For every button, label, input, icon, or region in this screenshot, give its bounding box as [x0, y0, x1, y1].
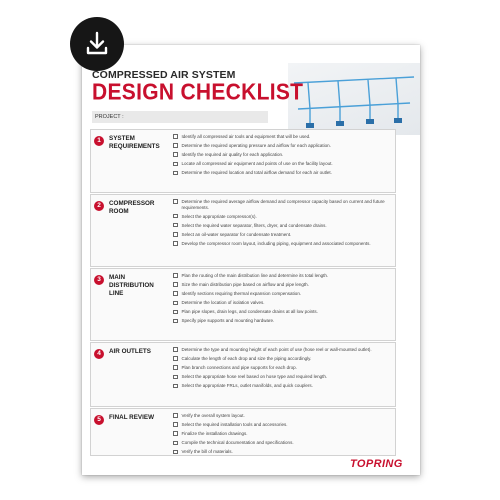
section-number: 2 — [94, 201, 104, 211]
checkbox[interactable] — [173, 282, 178, 287]
brand-logo: TOPRING — [350, 458, 403, 470]
checkbox[interactable] — [173, 214, 178, 219]
checklist-item: Locate all compressed air equipment and points of use on the facility layout. — [173, 161, 391, 167]
checkbox[interactable] — [173, 171, 178, 176]
checkbox[interactable] — [173, 152, 178, 157]
checklist-item: Identify the required air quality for each application. — [173, 152, 391, 158]
checklist-item: Determine the required operating pressure and airflow for each application. — [173, 143, 391, 149]
checkbox[interactable] — [173, 143, 178, 148]
pipe-system-illustration — [288, 63, 420, 135]
checklist-item: Compile the technical documentation and specifications. — [173, 440, 391, 446]
checklist-item: Finalize the installation drawings. — [173, 431, 391, 437]
section-number: 5 — [94, 415, 104, 425]
checkbox[interactable] — [173, 291, 178, 296]
checkbox[interactable] — [173, 134, 178, 139]
section-main-distribution-line — [90, 268, 396, 341]
checklist-item: Identify all compressed air tools and equipment that will be used. — [173, 134, 391, 140]
download-button[interactable] — [70, 17, 124, 71]
section-title: SYSTEM REQUIREMENTS — [109, 135, 160, 150]
checklist-item: Determine the location of isolation valves. — [173, 300, 391, 306]
checkbox[interactable] — [173, 301, 178, 306]
section-title: MAIN DISTRIBUTION LINE — [109, 274, 154, 297]
download-icon — [82, 29, 112, 59]
checkbox[interactable] — [173, 441, 178, 446]
section-final-review — [90, 408, 396, 456]
checklist-item: Specify pipe supports and mounting hardware. — [173, 318, 391, 324]
checkbox[interactable] — [173, 413, 178, 418]
checklist-item: Determine the type and mounting height of each point of use (hose reel or wall-mounted outlet). — [173, 347, 391, 353]
checklist-item: Verify the bill of materials. — [173, 449, 391, 455]
checklist-item: Calculate the length of each drop and size the piping accordingly. — [173, 356, 391, 362]
checkbox[interactable] — [173, 232, 178, 237]
checkbox[interactable] — [173, 422, 178, 427]
checkbox[interactable] — [173, 450, 178, 455]
checklist-item: Plan pipe slopes, drain legs, and condensate drains at all low points. — [173, 309, 391, 315]
checklist-item: Identify sections requiring thermal expansion compensation. — [173, 291, 391, 297]
checklist-item: Select the appropriate compressor(s). — [173, 214, 391, 220]
checklist-item: Plan the routing of the main distribution line and determine its total length. — [173, 273, 391, 279]
checkbox[interactable] — [173, 431, 178, 436]
checklist-item: Determine the required location and total airflow demand for each air outlet. — [173, 170, 391, 176]
checkbox[interactable] — [173, 356, 178, 361]
checkbox[interactable] — [173, 319, 178, 324]
checkbox[interactable] — [173, 199, 178, 204]
section-number: 3 — [94, 275, 104, 285]
checklist-item: Select the appropriate FRLs, outlet manifolds, and quick couplers. — [173, 383, 391, 389]
checkbox[interactable] — [173, 375, 178, 380]
checklist-item: Determine the required average airflow demand and compressor capacity based on current and future requirements. — [173, 199, 391, 210]
checklist-item: Size the main distribution pipe based on airflow and pipe length. — [173, 282, 391, 288]
document-title: DESIGN CHECKLIST — [92, 80, 304, 105]
checkbox[interactable] — [173, 273, 178, 278]
section-title: AIR OUTLETS — [109, 348, 151, 355]
section-title: COMPRESSOR ROOM — [109, 200, 155, 215]
checklist-item: Select the appropriate hose reel based on hose type and required length. — [173, 374, 391, 380]
checklist-item: Plan branch connections and pipe supports for each drop. — [173, 365, 391, 371]
project-field: PROJECT : — [92, 111, 268, 123]
checkbox[interactable] — [173, 223, 178, 228]
checklist-item: Verify the overall system layout. — [173, 413, 391, 419]
checklist-item: Develop the compressor room layout, including piping, equipment and associated components. — [173, 241, 391, 247]
checkbox[interactable] — [173, 310, 178, 315]
section-title: FINAL REVIEW — [109, 414, 155, 421]
section-number: 1 — [94, 136, 104, 146]
checkbox[interactable] — [173, 365, 178, 370]
checklist-item: Select the required installation tools and accessories. — [173, 422, 391, 428]
checkbox[interactable] — [173, 241, 178, 246]
checklist-document — [82, 45, 420, 475]
checklist-item: Select the required water separator, filters, dryer, and condensate drains. — [173, 223, 391, 229]
section-number: 4 — [94, 349, 104, 359]
section-system-requirements — [90, 129, 396, 193]
checkbox[interactable] — [173, 162, 178, 167]
document-subtitle: COMPRESSED AIR SYSTEM — [92, 69, 236, 81]
checkbox[interactable] — [173, 347, 178, 352]
section-air-outlets — [90, 342, 396, 407]
checkbox[interactable] — [173, 384, 178, 389]
checklist-item: Select an oil-water separator for condensate treatment. — [173, 232, 391, 238]
section-compressor-room — [90, 194, 396, 267]
